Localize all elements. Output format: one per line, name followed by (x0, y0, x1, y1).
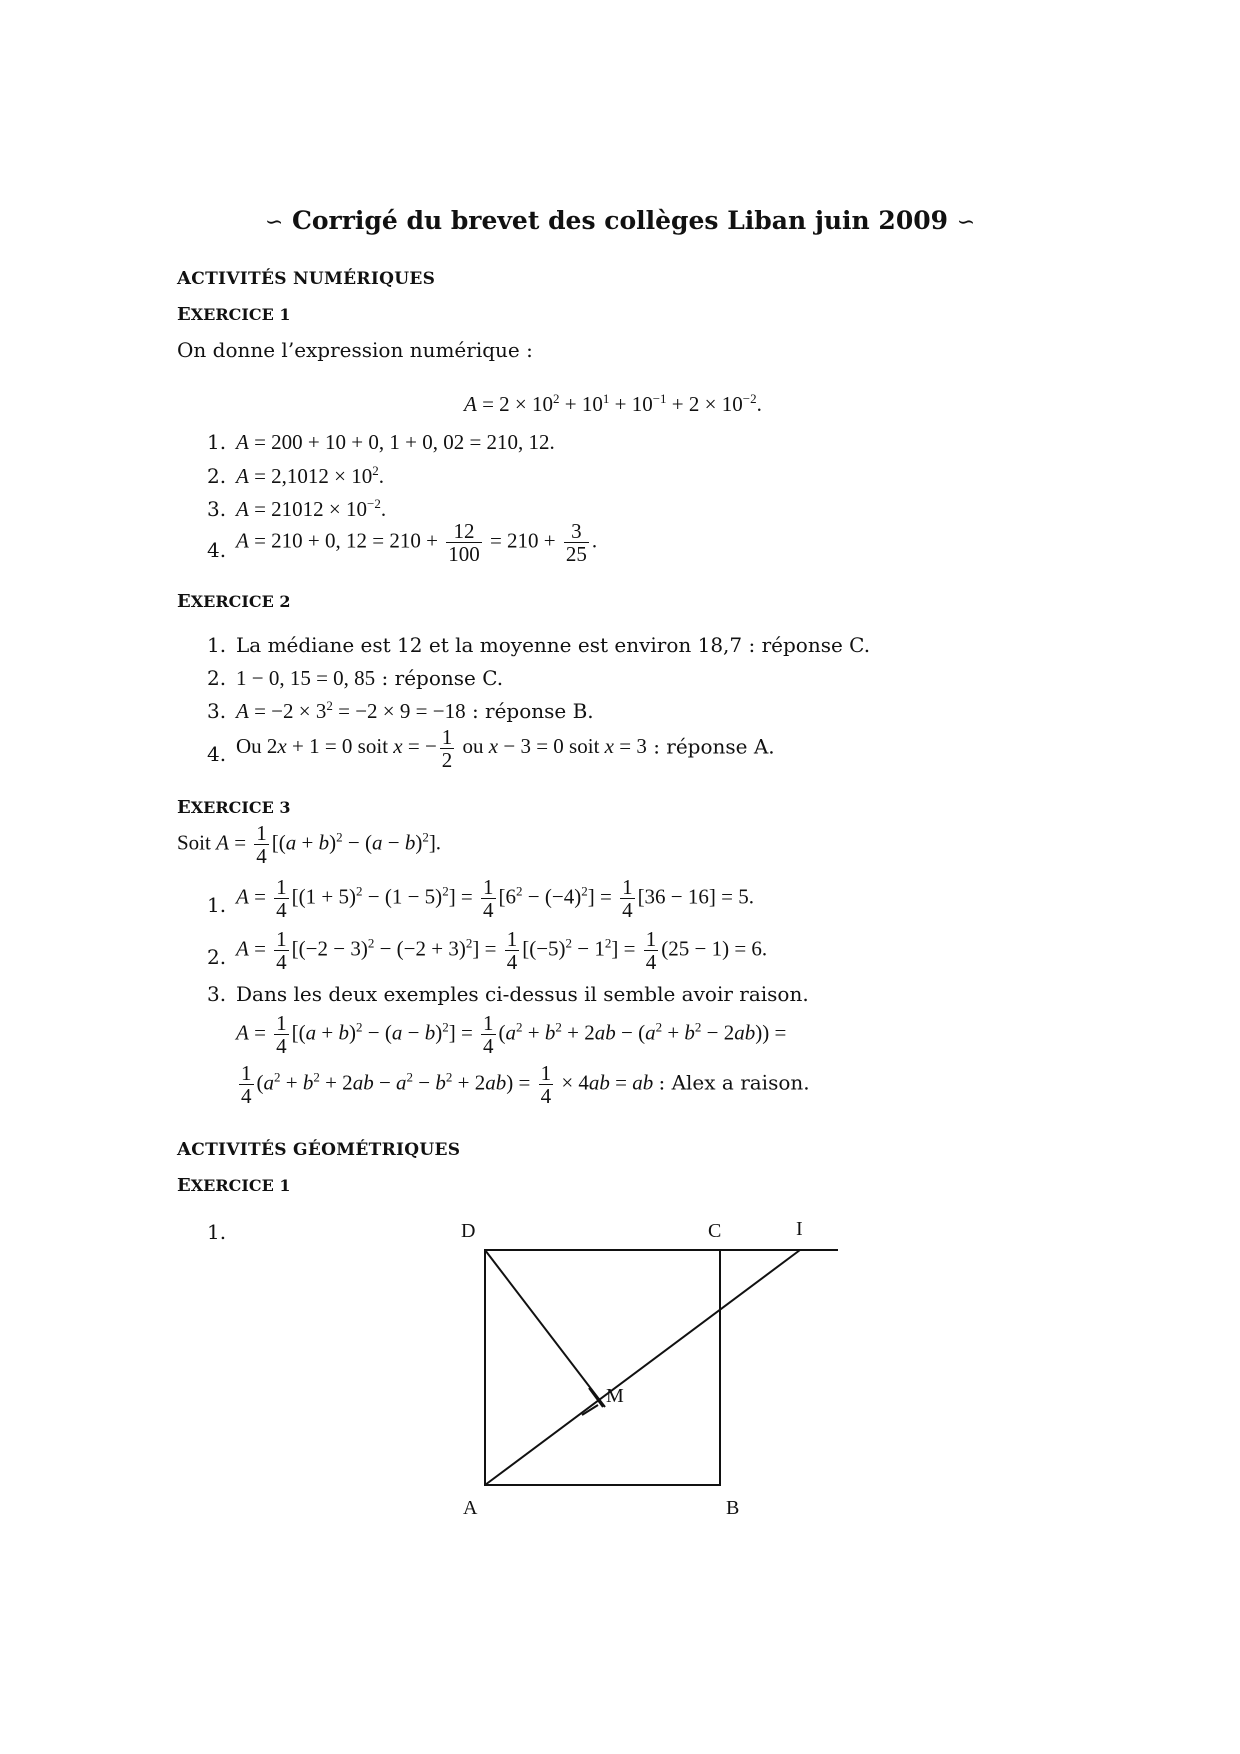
exercise-heading (177, 591, 291, 612)
label-b: B (726, 1497, 740, 1519)
line-ai (485, 1250, 800, 1485)
answer-text: Dans les deux exemples ci-dessus il semble avoir raison. (236, 982, 809, 1006)
math-expression: $A = 2 \times 10^2 + 10^1 + 10^{-1} + 2 \times 10^{-2}$. (464, 391, 762, 416)
list-number: 2. (207, 666, 227, 690)
list-number: 1. (207, 633, 227, 657)
list-number: 2. (207, 945, 227, 969)
exercise-heading-first-letter: E (177, 304, 191, 325)
exercise-heading-rest: XERCICE 3 (190, 798, 291, 817)
math-answer: A = 200 + 10 + 0, 1 + 0, 02 = 210, 12. (236, 430, 555, 454)
section-heading-rest: CTIVITÉS GÉOMÉTRIQUES (191, 1140, 461, 1160)
soit-label: Soit (177, 830, 211, 855)
label-i: I (796, 1218, 803, 1240)
label-c: C (708, 1220, 722, 1242)
answer-text: 1 − 0, 15 = 0, 85 : réponse C. (236, 666, 504, 690)
conclusion-text: : Alex a raison. (658, 1070, 810, 1095)
exercise-intro: On donne l’expression numérique : (177, 338, 533, 362)
section-heading-rest: CTIVITÉS NUMÉRIQUES (191, 269, 436, 289)
exercise-heading (177, 304, 291, 325)
math-definition: Soit A = $\frac{1}{4}$ $[(a + b)^2 - (a - b)^2]$. (177, 821, 442, 869)
section-heading-first-letter: A (177, 1139, 192, 1160)
list-number: 4. (207, 538, 227, 562)
section-heading-first-letter: A (177, 268, 192, 289)
list-number: 3. (207, 699, 227, 723)
geometry-figure (420, 1215, 860, 1525)
math-answer: $A = 2,1012 \times 10^2$. (236, 463, 385, 488)
answer-tail: : réponse A. (653, 734, 775, 759)
list-number: 1. (207, 430, 227, 454)
label-m: M (606, 1385, 624, 1407)
math-answer: A = 210 + 0, 12 = 210 + $\frac{12}{100}$ = 210 + $\frac{3}{25}$ . (236, 519, 598, 567)
exercise-heading-rest: XERCICE 2 (190, 592, 291, 611)
section-heading-geometriques (177, 1139, 460, 1160)
answer-text: La médiane est 12 et la moyenne est environ 18,7 : réponse C. (236, 633, 871, 657)
list-number: 1. (207, 1220, 227, 1244)
math-proof-line-2: $\frac{1}{4}$ $(a^2 + b^2 + 2ab - a^2 - b^2 + 2ab)$ = $\frac{1}{4}$ × 4ab = ab : Alex a raison. (241, 1061, 810, 1109)
square-abcd (485, 1250, 720, 1485)
page-title-text: Corrigé du brevet des collèges Liban juin 2009 (291, 206, 949, 235)
answer-text: $A = -2 \times 3^2 = -2 \times 9 = -18$ : réponse B. (236, 698, 594, 723)
answer-text: Ou 2x + 1 = 0 soit x = − $\frac{1}{2}$ ou x − 3 = 0 soit x = 3 : réponse A. (236, 725, 775, 773)
answer-tail: : réponse B. (471, 699, 594, 723)
list-number: 4. (207, 742, 227, 766)
line-dm (485, 1250, 605, 1407)
math-proof-line-1: A = $\frac{1}{4}$ $[(a + b)^2 - (a - b)^2]$ = $\frac{1}{4}$ $(a^2 + b^2 + 2ab - (a^2 + b^2 - 2ab))$ = (236, 1011, 787, 1059)
list-number: 3. (207, 497, 227, 521)
math-answer: A = $\frac{1}{4}$ $[(-2 - 3)^2 - (-2 + 3)^2]$ = $\frac{1}{4}$ $[(-5)^2 - 1^2]$ = $\frac{1}{4}$ (25 − 1) = 6. (236, 927, 768, 975)
exercise-heading-first-letter: E (177, 797, 191, 818)
math-answer: A = $\frac{1}{4}$ $[(1 + 5)^2 - (1 - 5)^2]$ = $\frac{1}{4}$ $[6^2 - (-4)^2]$ = $\frac{1}{4}$ [36 − 16] = 5. (236, 875, 754, 923)
exercise-heading-first-letter: E (177, 591, 191, 612)
exercise-heading-rest: XERCICE 1 (190, 1176, 291, 1195)
exercise-heading-rest: XERCICE 1 (190, 305, 291, 324)
ornament-right-icon: ∽ (956, 210, 976, 235)
list-number: 1. (207, 893, 227, 917)
label-a: A (463, 1497, 478, 1519)
answer-tail: : réponse C. (381, 666, 504, 690)
exercise-heading (177, 1175, 291, 1196)
exercise-heading (177, 797, 291, 818)
exercise-heading-first-letter: E (177, 1175, 191, 1196)
math-answer: $A = 21012 \times 10^{-2}$. (236, 496, 387, 521)
label-d: D (461, 1220, 476, 1242)
list-number: 2. (207, 464, 227, 488)
list-number: 3. (207, 982, 227, 1006)
ornament-left-icon: ∽ (264, 210, 284, 235)
page-title (0, 206, 1240, 235)
section-heading-numeriques (177, 268, 435, 289)
